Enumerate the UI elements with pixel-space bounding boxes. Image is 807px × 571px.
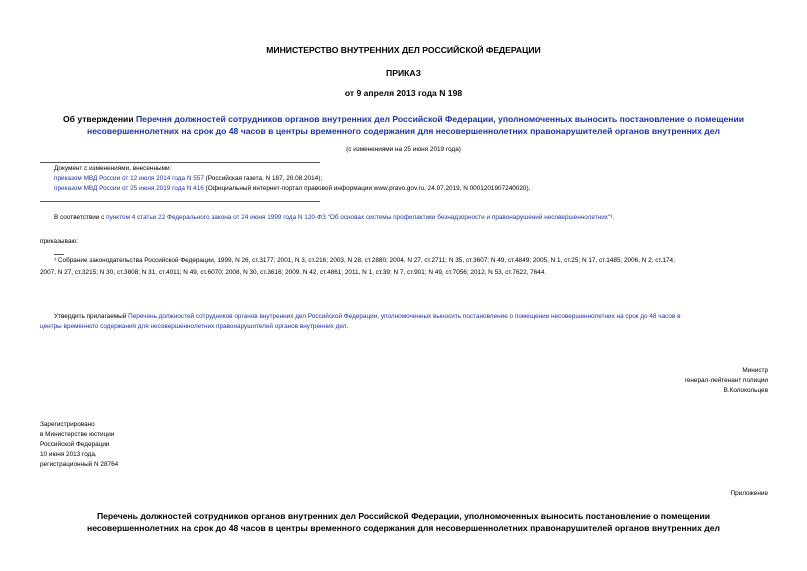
signature-block <box>500 366 768 396</box>
title-link[interactable]: Перечня должностей сотрудников органов внутренних дел Российской Федерации, уполномоченных выносить постановление о помещении <box>135 114 745 124</box>
registration-line-4: 10 июня 2013 года, <box>40 451 97 458</box>
footnote-line-1: ¹ Собрание законодательства Российской Федерации, 1999, N 26, ст.3177; 2001, N 3, ст.216; 2003, N 28, ст.2880; 2004, N 27, ст.2711; N 35, ст.3607; N 49, ст.4849; 2005, N 1, ст.25; N 17, ст.1485; 2006, N 2, ст.174; <box>54 257 675 264</box>
registration-line-2: в Министерстве юстиции <box>40 431 115 438</box>
appendix-label: Приложение <box>730 490 768 497</box>
signatory-name: В.Колокольцев <box>723 387 768 394</box>
ministry-heading: МИНИСТЕРСТВО ВНУТРЕННИХ ДЕЛ РОССИЙСКОЙ ФЕДЕРАЦИИ <box>266 45 541 55</box>
revision-note: (с изменениями на 25 июня 2019 года) <box>346 146 461 153</box>
approve-line-1 <box>54 312 774 322</box>
changes-block <box>54 164 774 194</box>
preamble-footnote-ref: ¹. <box>610 214 615 221</box>
change-order-557-source: (Российская газета, N 187, 20.08.2014); <box>203 175 323 182</box>
separator-top <box>40 162 320 163</box>
footnote-rule <box>54 254 64 255</box>
appendix-title <box>0 510 807 534</box>
signatory-title: Министр <box>742 367 768 374</box>
separator-bottom <box>40 201 320 202</box>
approve-line-2 <box>40 322 770 332</box>
registration-line-1: Зарегистрировано <box>40 421 95 428</box>
doc-date-number: от 9 апреля 2013 года N 198 <box>344 88 463 98</box>
document-title <box>0 113 807 137</box>
footnote-line-2: 2007, N 27, ст.3215; N 30, ст.3808; N 31, ст.4011; N 49, ст.6070; 2008, N 30, ст.3616; 2009, N 42, ст.4861; 2011, N 1, ст.39; N 7, ст.901; N 49, ст.7056; 2012, N 53, ст.7622, 7644. <box>40 269 547 276</box>
registration-line-3: Российской Федерации <box>40 441 110 448</box>
registration-block <box>40 420 340 470</box>
title-prefix: Об утверждении <box>62 114 136 124</box>
doc-type-heading: ПРИКАЗ <box>386 68 421 78</box>
appendix-title-line-2: несовершеннолетних на срок до 48 часов в центры временного содержания для несовершеннолетних правонарушителей органов внутренних дел <box>87 523 720 533</box>
signatory-rank: генерал-лейтенант полиции <box>684 377 768 384</box>
federal-law-link[interactable]: пунктом 4 статьи 22 Федерального закона от 24 июня 1999 года N 120-ФЗ "Об основах системы профилактики безнадзорности и правонарушений несовершеннолетних" <box>106 214 611 221</box>
change-order-416-link[interactable]: приказом МВД России от 25 июня 2019 года N 416 <box>54 185 204 192</box>
changes-intro: Документ с изменениями, внесенными: <box>54 165 172 172</box>
registration-line-5: регистрационный N 28764 <box>40 461 119 468</box>
change-order-557-link[interactable]: приказом МВД России от 12 июля 2014 года N 557 <box>54 175 204 182</box>
approve-end: . <box>346 323 349 330</box>
approved-list-link-continued[interactable]: центры временного содержания для несовершеннолетних правонарушителей органов внутренних дел <box>40 323 347 330</box>
preamble-paragraph <box>54 213 784 223</box>
change-order-416-source: (Официальный интернет-портал правовой информации www.pravo.gov.ru, 24.07.2019, N 0001201907240020). <box>203 185 531 192</box>
title-link-continued[interactable]: несовершеннолетних на срок до 48 часов в центры временного содержания для несовершеннолетних правонарушителей органов внутренних дел <box>87 126 720 136</box>
preamble-start: В соответствии с <box>54 214 107 221</box>
appendix-title-line-1: Перечень должностей сотрудников органов внутренних дел Российской Федерации, уполномоченных выносить постановление о помещении <box>96 511 711 521</box>
approved-list-link[interactable]: Перечень должностей сотрудников органов внутренних дел Российской Федерации, уполномоченных выносить постановление о помещении несовершеннолетних на срок до 48 часов в <box>128 313 681 320</box>
order-word: приказываю: <box>40 238 78 245</box>
approve-start: Утвердить прилагаемый <box>54 313 129 320</box>
